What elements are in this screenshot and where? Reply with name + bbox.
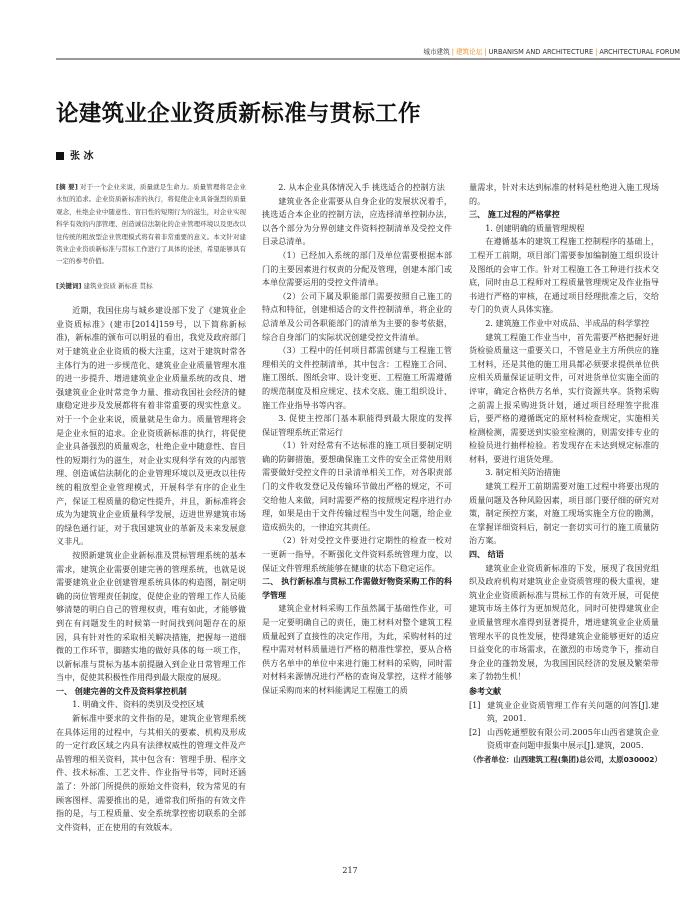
header-column-en: ARCHITECTURAL FORUM [599,48,680,56]
header-divider: | [595,48,598,56]
body-paragraph: （2）针对受控文件要进行定期性的检查一校对一更新一指导，不断强化文件资料系统管理力度，以保证文件管理系统能够在健康的状态下稳定运作。 [262,535,452,573]
body-paragraph: 建筑业各企业需要从自身企业的发展状况着手，挑选适合本企业的控制方法，应选择清单控制办法，以各个部分为分界创建文件资料控制清单及受控文件目录总清单。 [262,195,452,247]
running-header [380,46,680,56]
section-heading: 二、 执行新标准与贯标工作需做好物资采购工作的科学管理 [262,577,452,600]
header-divider: | [451,48,454,56]
keywords-text: 建筑业资质 新标准 贯标 [83,281,153,290]
reference-number: [1] [469,699,481,710]
body-paragraph: 建筑企业材料采购工作虽然属于基础性作业，可是一定要明确自己的责任，施工材料对整个建筑工程质量起到了直接性的决定作用，为此，采购材料的过程中需对材料质量进行严格的精准性掌控，要从合格供方名单中的单位中来进行施工材料的采购，同时需对材料来源情况进行严格的查询及掌控，这样才能够保证采购而来的材料能满足工程施工的质 [262,603,452,695]
subsection-heading: 2. 从本企业具体情况入手 挑选适合的控制方法 [278,182,445,192]
header-section-cn: 城市建筑 [423,48,450,56]
body-paragraph: （1）已经加入系统的部门及单位需要根据本部门的主要因素进行权责的分配及管理，创建本部门或本单位需要运用的受控文件清单。 [262,249,452,288]
author-affiliation: （作者单位：山西建筑工程(集团)总公司，太原030002） [469,754,662,764]
header-section-en: URBANISM AND ARCHITECTURE [488,48,594,56]
body-paragraph: 近期，我国住房与城乡建设部下发了《建筑业企业资质标准》(建市[2014]159号，以下简称新标准)，新标准的颁布可以明显的看出，我党及政府部门对于建筑业企业资质的极大注重，这对于建筑时常各主体行为的进一步规范化、建筑业企业质量管理水准的进一步提升、增进建筑业企业质量系统的改良、增强建筑业企业时常竞争力量、推动我国社会经济的健康稳定进步及发展都将有着非常重要的现实性意义。对于一个企业来说，质量就是生命力。质量管理将会是企业永恒的追求。企业资质新标准的执行，将促使企业具备强烈的质量观念，杜绝企业中随意性、盲目性的短期行为的滋生，对企业实现科学有效的内部管理、创造诚信法制化的企业管理环境以及更改以往传统的粗放型企业管理模式，开展科学有序的企业生产，保证工程质量的稳定性提升，并且，新标准将会成为为建筑业企业质量科学发展，迈进世界建筑市场的绿色通行证，对于我国建筑业的革新及未来发展意义非凡。 [56,305,246,547]
body-paragraph: 建筑工程开工前期需要对施工过程中将要出现的质量问题及各种风险因素，项目部门要仔细的研究对策，制定预控方案，对施工现场实施全方位的勘测，在掌握详细资料后，制定一套切实可行的施工质量防治方案。 [469,481,659,546]
author-marker [56,152,64,160]
header-divider: | [484,48,487,56]
references-heading: 参考文献 [469,686,501,696]
column-1 [56,181,246,834]
body-paragraph: （1）针对经常有不达标准的施工项目要制定明确的防御措施，要想确保施工文件的安全正常使用则需要做好受控文件的日录清单相关工作，对各职责部门的文件收发登记及传输环节做出严格的规定，不可交给他人来做，同时需要严格的按照规定程序进行办理，如果是由于文件传输过程当中发生问题，给企业造成损失的，一律追究其责任。 [262,440,452,532]
section-heading: 一、 创建完善的文件及资料掌控机制 [56,686,187,696]
reference-number: [2] [469,726,481,737]
keywords [56,280,246,292]
column-3 [469,181,662,767]
abstract-label: [摘 要] [56,183,78,191]
body-paragraph: 建筑工程施工作业当中，首先需要严格把握好进货检验质量这一重要关口，不管是业主方所供应的施工材料，还是其他的施工用具都必须要求提供单位供应相关质量保证证明文件，可对进货单位实施全面的评审，确定合格供方名单，实行资源共享。货物采购之前需上报采购进货计划，通过项目经理签字批准后，要严格的遵循既定的原材料检查规定，实施相关检测检测，需要送到实验室检测的，则需安排专业的检验员进行抽样检验。若发现存在未达到规定标准的材料，要进行退货处理。 [469,331,659,464]
header-column-cn: 建筑论坛 [455,48,483,56]
body-paragraph: 建筑业企业资质新标准的下发，展现了我国党组织及政府机构对建筑业企业资质管理的极大重视，建筑业企业资质新标准与贯标工作的有效开展，可促使建筑市场主体行为更加规范化，同时可使得建筑业企业质量管理水准得到显著提升，增进建筑业企业质量管理水平的良性发展，使得建筑企业能够更好的适应日益变化的市场需求，在激烈的市场竞争下，推动自身企业的蓬勃发展，为我国国民经济的发展及繁荣带来了勃勃生机！ [469,562,659,682]
section-heading: 四、 结语 [469,550,504,560]
body-paragraph: 按照新建筑业企业新标准及贯标管理系统的基本需求，建筑企业需要创建完善的管理系统，也就是说需要建筑业企业创建管理系统具体的构造图，制定明确的岗位管理责任制度，促使企业的管理工作人员能够清楚的明白自己的管理权责，唯有如此，才能够做到在有问题发生的时候第一时间找到问题存在的原因，具有针对性的采取相关解决措施，把握每一道细微的工作环节，脚踏实地的做好具体的每一项工作，以新标准与贯标为基本前提融入到企业日常管理工作当中，促使其积极性作用得到最大限度的展现。 [56,549,246,683]
abstract-text: 对于一个企业来说，质量就是生命力。质量管理将是企业永恒的追求。企业资质新标准的执行，将促使企业具备强烈的质量观念，杜绝企业中随意性、盲目性的短期行为的滋生，对企业实现科学有效的内部管理、创造诚信法制化的企业管理环境以及更改以往传统的粗放型企业管理模式将有着非常重要的意义。本文针对建筑业企业资质新标准与贯标工作进行了具体的论述，希望能够具有一定的参考价值。 [56,183,246,266]
reference-item [469,726,659,753]
reference-text: 建筑业企业资质管理工作有关问题的问答[J].建筑，2001. [486,699,659,724]
subsection-heading: 1. 明确文件、资料的类别及受控区域 [72,699,204,710]
section-heading: 三、 施工过程的严格掌控 [469,210,560,220]
body-paragraph: 新标准中要求的文件指的是，建筑企业管理系统在具体运用的过程中，与其相关的要素、机构及形成的一定行政区域之内具有法律权威性的管理文件及产品管理的相关资料，其中包含有：管理手册、程序文件、技术标准、工艺文件、作业指导书等，同时还涵盖了：外部门所提供的原始文件资料，较为常见的有顾客图样、需要推出的是，通常我们所指的有效文件指的是，与工程质量、安全系统掌控密切联系的全部文件资料，正在使用的有效版本。 [56,713,246,832]
subsection-heading: 3. 促使主控部门基本职能得到最大限度的发挥 保证管理系统正常运行 [262,413,452,437]
reference-item [469,699,659,726]
subsection-heading: 1. 创建明确的质量管理规程 [485,222,585,233]
header-rule [56,58,680,60]
author-line [56,147,93,162]
body-paragraph: （2）公司下属及职能部门需要按照自己施工的特点和特征，创建相适合的文件控制清单，将企业的总清单及公司各职能部门的清单为主要的参考依据，综合自身部门的实际状况创建受控文件清单。 [262,290,452,342]
subsection-heading: 2. 建筑施工作业中对成品、半成品的科学掌控 [485,317,650,328]
page-number: 217 [342,866,358,875]
author-name: 张 冰 [70,151,94,162]
body-paragraph: 在遵循基本的建筑工程施工控制程序的基础上，工程开工前期，项目部门需要参加编制施工组织设计及图纸的会审工作。针对工程施工各工种进行技术交底，同时由总工程师对工程质量管理规定及作业指导书进行严格的审核，在通过项目经理批准之后，交给专门的负责人具体实施。 [469,236,659,315]
subsection-heading: 3. 制定相关防治措施 [485,467,561,478]
body-paragraph: 量需求，针对未达到标准的材料是杜绝进入施工现场的。 [469,182,659,206]
keywords-label: [关键词] [56,281,82,290]
column-2 [262,181,452,698]
reference-text: 山西乾通塑胶有限公司.2005年山西省建筑企业资质审查问题申报集中展示[J].建筑，2005. [486,726,659,751]
body-paragraph: （3）工程中的任何项目都需创建与工程施工管理相关的文件控制清单，其中包含：工程施工合同、施工图纸、图纸会审、设计变更、工程施工所需遵循的规范制度及相应规定、技术交底、施工组织设计、施工作业指导书等内容。 [262,345,452,410]
article-title: 论建筑业企业资质新标准与贯标工作 [56,101,421,127]
abstract [56,181,246,268]
